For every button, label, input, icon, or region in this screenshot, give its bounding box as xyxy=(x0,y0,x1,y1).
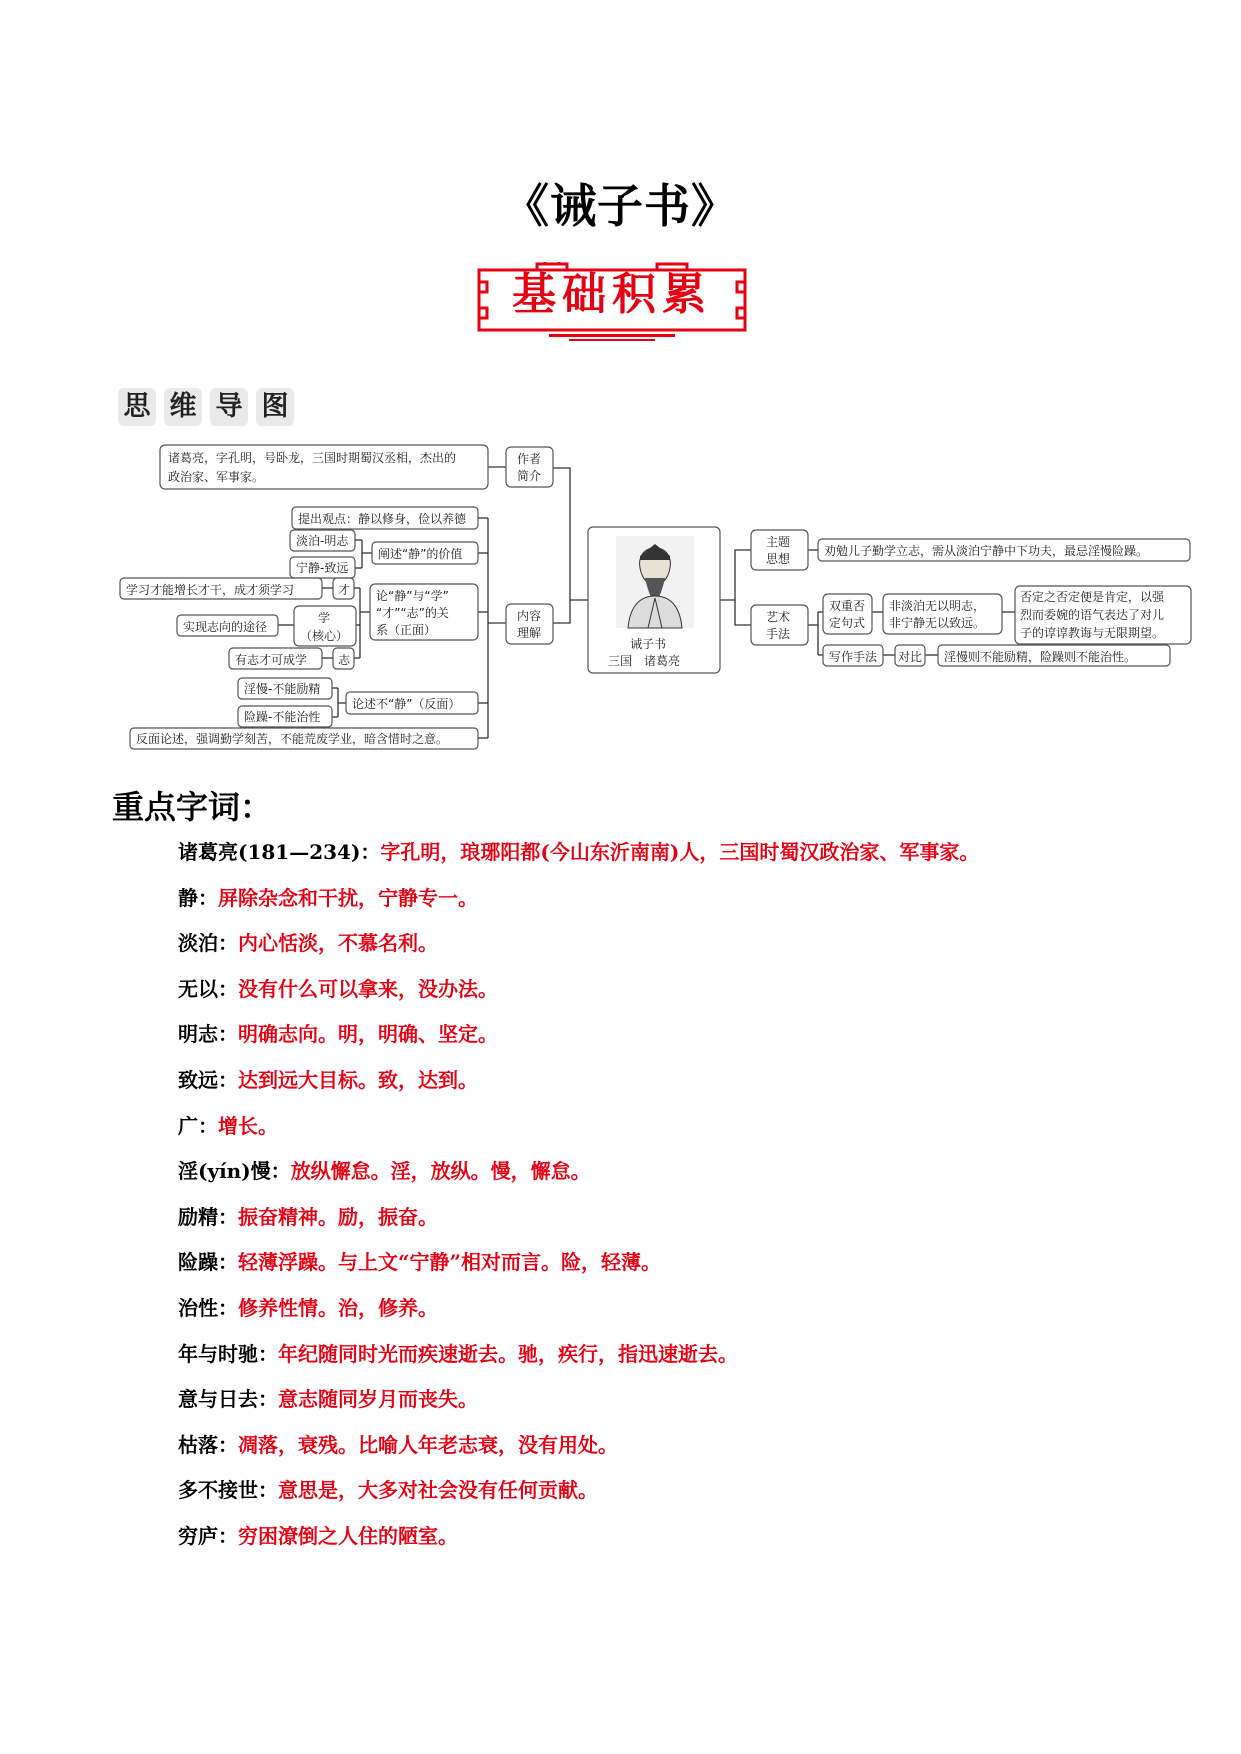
term-word: 意与日去： xyxy=(178,1387,278,1412)
term-word: 治性： xyxy=(178,1295,238,1320)
mindmap-label-char: 图 xyxy=(256,388,294,426)
term-definition: 凋落，衰残。比喻人年老志衰，没有用处。 xyxy=(238,1432,618,1457)
term-word: 险躁： xyxy=(178,1250,238,1275)
double-negation-effect: 否定之否定便是肯定，以强 xyxy=(1020,590,1165,604)
double-negation-text: 双重否 xyxy=(829,599,866,613)
cai-text: 才 xyxy=(338,583,351,597)
viewpoint-text: 提出观点：静以修身，俭以养德 xyxy=(298,512,467,526)
relation-text: 论“静”与“学” xyxy=(376,589,449,603)
relation-text: 系（正面） xyxy=(376,623,437,637)
term-item xyxy=(178,975,1178,1021)
term-word: 多不接世： xyxy=(178,1478,278,1503)
term-item xyxy=(178,1248,1178,1294)
term-word: 励精： xyxy=(178,1204,238,1229)
term-word: 淡泊： xyxy=(178,931,238,956)
double-negation-text: 定句式 xyxy=(829,616,866,630)
term-definition: 穷困潦倒之人住的陋室。 xyxy=(238,1523,458,1548)
content-branch-label: 理解 xyxy=(517,626,542,640)
contrast-text: 对比 xyxy=(898,650,923,664)
term-definition: 内心恬淡，不慕名利。 xyxy=(238,931,438,956)
theme-branch-label: 思想 xyxy=(766,552,791,566)
term-item xyxy=(178,1476,1178,1522)
term-item xyxy=(178,1522,1178,1568)
term-word: 穷庐： xyxy=(178,1523,238,1548)
mindmap-label-char: 导 xyxy=(210,388,248,426)
term-definition: 放纵懈怠。淫，放纵。慢，懈怠。 xyxy=(290,1159,591,1184)
writing-method-text: 写作手法 xyxy=(829,650,878,664)
center-title: 诫子书 xyxy=(630,637,667,651)
term-definition: 意思是，大多对社会没有任何贡献。 xyxy=(278,1478,598,1503)
term-item xyxy=(178,1112,1178,1158)
negative-label-text: 论述不“静”（反面） xyxy=(352,697,461,711)
value-item-text: 淡泊-明志 xyxy=(296,534,349,548)
term-definition: 明确志向。明，明确、坚定。 xyxy=(238,1022,498,1047)
theme-text: 劝勉儿子勤学立志，需从淡泊宁静中下功夫，最忌淫慢险躁。 xyxy=(824,544,1149,558)
value-label-text: 阐述“静”的价值 xyxy=(378,547,463,561)
theme-branch-label: 主题 xyxy=(766,535,791,549)
term-item xyxy=(178,838,1178,884)
term-item xyxy=(178,1294,1178,1340)
term-item xyxy=(178,1066,1178,1112)
term-definition: 修养性情。治，修养。 xyxy=(238,1295,438,1320)
term-item xyxy=(178,1385,1178,1431)
term-item xyxy=(178,1203,1178,1249)
term-definition: 振奋精神。励，振奋。 xyxy=(238,1204,438,1229)
zhuge-liang-portrait xyxy=(616,536,694,628)
negative-item-text: 淫慢-不能励精 xyxy=(244,682,321,696)
conclusion-text: 反面论述，强调勤学刻苦，不能荒废学业，暗含惜时之意。 xyxy=(136,732,449,746)
term-word: 年与时驰： xyxy=(178,1341,278,1366)
art-branch-label: 手法 xyxy=(766,627,791,641)
double-negation-effect: 子的谆谆教诲与无限期望。 xyxy=(1020,626,1165,640)
zhi-text: 志 xyxy=(338,653,351,667)
center-byline: 三国 诸葛亮 xyxy=(608,654,681,668)
term-definition: 屏除杂念和干扰，宁静专一。 xyxy=(218,885,478,910)
mind-map xyxy=(0,0,1241,760)
double-negation-example: 非宁静无以致远。 xyxy=(889,616,986,630)
term-item xyxy=(178,1431,1178,1477)
xue-detail-text: 实现志向的途径 xyxy=(183,620,268,634)
term-item xyxy=(178,929,1178,975)
mindmap-label-char: 思 xyxy=(118,388,156,426)
contrast-detail-text: 淫慢则不能励精，险躁则不能治性。 xyxy=(944,650,1137,664)
xue-text: 学 xyxy=(318,611,331,625)
term-word: 明志： xyxy=(178,1022,238,1047)
author-branch-label: 简介 xyxy=(517,469,542,483)
author-branch-label: 作者 xyxy=(517,452,542,466)
mindmap-label-char: 维 xyxy=(164,388,202,426)
term-definition: 字孔明，琅琊阳都(今山东沂南南)人，三国时蜀汉政治家、军事家。 xyxy=(380,840,980,864)
term-item xyxy=(178,1157,1178,1203)
banner-text: 基础积累 xyxy=(512,269,712,320)
term-word: 无以： xyxy=(178,976,238,1001)
page-title: 《诫子书》 xyxy=(503,179,738,233)
term-word: 枯落： xyxy=(178,1432,238,1457)
term-item xyxy=(178,884,1178,930)
double-negation-example: 非淡泊无以明志， xyxy=(889,599,986,613)
term-definition: 意志随同岁月而丧失。 xyxy=(278,1387,478,1412)
term-word: 淫(yín)慢： xyxy=(178,1159,291,1184)
zhi-detail-text: 有志才可成学 xyxy=(235,653,308,667)
term-word: 致远： xyxy=(178,1067,238,1092)
term-definition: 达到远大目标。致，达到。 xyxy=(238,1067,478,1092)
double-negation-effect: 烈而委婉的语气表达了对儿 xyxy=(1020,608,1165,622)
term-definition: 年纪随同时光而疾速逝去。驰，疾行，指迅速逝去。 xyxy=(278,1341,738,1366)
author-text-line: 政治家、军事家。 xyxy=(168,470,265,484)
term-definition: 增长。 xyxy=(218,1113,278,1138)
term-definition: 轻薄浮躁。与上文“宁静”相对而言。险，轻薄。 xyxy=(238,1250,662,1275)
negative-item-text: 险躁-不能治性 xyxy=(244,710,321,724)
value-item-text: 宁静-致远 xyxy=(296,561,349,575)
term-item xyxy=(178,1340,1178,1386)
relation-text: “才”“志”的关 xyxy=(376,606,449,620)
art-branch-label: 艺术 xyxy=(766,610,791,624)
content-branch-label: 内容 xyxy=(517,609,542,623)
term-word: 静： xyxy=(178,885,218,910)
term-list xyxy=(178,838,1178,1568)
term-definition: 没有什么可以拿来，没办法。 xyxy=(238,976,498,1001)
term-word: 广： xyxy=(178,1113,218,1138)
section-title: 重点字词： xyxy=(112,788,273,826)
cai-detail-text: 学习才能增长才干，成才须学习 xyxy=(126,583,295,597)
term-item xyxy=(178,1020,1178,1066)
xue-text: （核心） xyxy=(300,629,349,643)
author-text-line: 诸葛亮，字孔明，号卧龙，三国时期蜀汉丞相，杰出的 xyxy=(168,451,457,465)
term-word: 诸葛亮(181—234)： xyxy=(178,840,381,864)
